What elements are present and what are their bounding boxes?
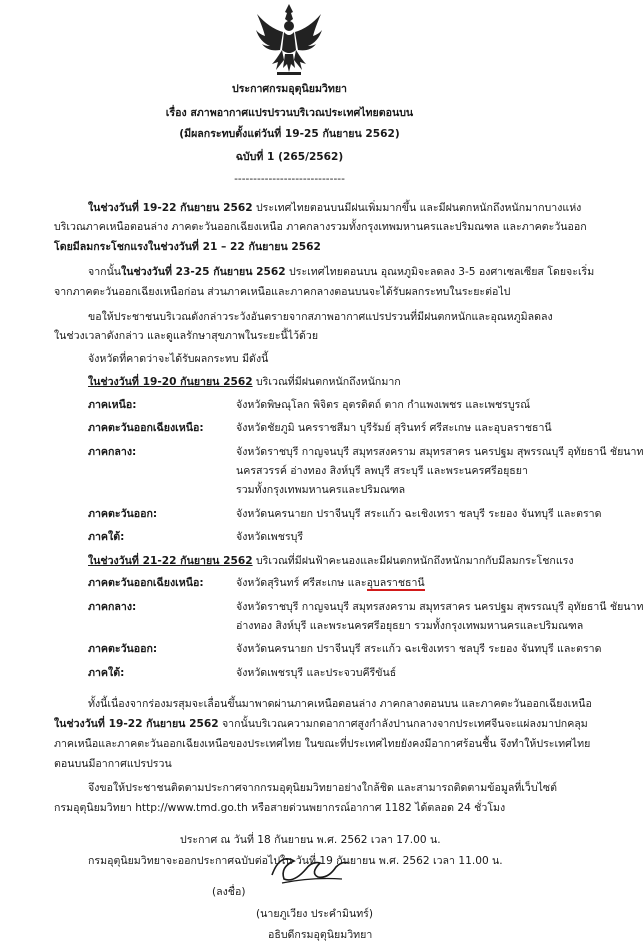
issue-number: ฉบับที่ 1 (265/2562) bbox=[235, 151, 344, 163]
closing-paragraph-1-line-3: ภาคเหนือและภาคตะวันออกเฉียงเหนือของประเทศไทย ในขณะที่ประเทศไทยยังคงมีอากาศร้อนชื้น จึงทำให้ประเทศไทย bbox=[54, 738, 591, 750]
closing-paragraph-1-line-4: ตอนบนมีอากาศแปรปรวน bbox=[54, 758, 172, 770]
region-provinces: นครสวรรค์ อ่างทอง สิงห์บุรี ลพบุรี สระบุรี และพระนครศรีอยุธยา bbox=[236, 465, 528, 477]
signatory-name: (นายภูเวียง ประคำมินทร์) bbox=[256, 908, 374, 920]
intro-paragraph-2: จากนั้นในช่วงวันที่ 23-25 กันยายน 2562 ประเทศไทยตอนบน อุณหภูมิจะลดลง 3-5 องศาเซลเซียส โดยจะเริ่ม bbox=[88, 266, 595, 278]
closing-paragraph-2-line-2: กรมอุตุนิยมวิทยา http://www.tmd.go.th หรือสายด่วนพยากรณ์อากาศ 1182 ได้ตลอด 24 ชั่วโมง bbox=[54, 802, 506, 814]
next-announcement: กรมอุตุนิยมวิทยาจะออกประกาศฉบับต่อไปใน วันที่ 19 กันยายน พ.ศ. 2562 เวลา 11.00 น. bbox=[88, 855, 503, 867]
region-label: ภาคตะวันออก: bbox=[88, 643, 158, 655]
announcement-date: ประกาศ ณ วันที่ 18 กันยายน พ.ศ. 2562 เวลา 17.00 น. bbox=[180, 834, 441, 846]
highlighted-province: อุบลราชธานี bbox=[366, 577, 425, 589]
region-provinces: จังหวัดเพชรบุรี และประจวบคีรีขันธ์ bbox=[236, 667, 397, 679]
region-label: ภาคตะวันออก: bbox=[88, 508, 158, 520]
region-provinces: อ่างทอง สิงห์บุรี และพระนครศรีอยุธยา รวมทั้งกรุงเทพมหานครและปริมณฑล bbox=[236, 620, 584, 632]
signatory-position: อธิบดีกรมอุตุนิยมวิทยา bbox=[268, 929, 373, 941]
region-label: ภาคกลาง: bbox=[88, 446, 137, 458]
intro-paragraph-1-line-3: โดยมีลมกระโชกแรงในช่วงวันที่ 21 – 22 กันยายน 2562 bbox=[54, 241, 321, 253]
region-provinces: จังหวัดนครนายก ปราจีนบุรี สระแก้ว ฉะเชิงเทรา ชลบุรี ระยอง จันทบุรี และตราด bbox=[236, 643, 602, 655]
signature-icon bbox=[262, 845, 354, 891]
separator: ----------------------------- bbox=[234, 173, 345, 185]
document-title: ประกาศกรมอุตุนิยมวิทยา bbox=[231, 83, 348, 95]
closing-paragraph-2: จึงขอให้ประชาชนติดตามประกาศจากกรมอุตุนิยมวิทยาอย่างใกล้ชิด และสามารถติดตามข้อมูลที่เว็บไซต์ bbox=[88, 782, 557, 794]
intro-paragraph-1: ในช่วงวันที่ 19-22 กันยายน 2562 ประเทศไทยตอนบนมีฝนเพิ่มมากขึ้น และมีฝนตกหนักถึงหนักมากบางแห่ง bbox=[88, 202, 582, 214]
region-label: ภาคใต้: bbox=[88, 667, 125, 679]
period-1-heading: ในช่วงวันที่ 19-20 กันยายน 2562 บริเวณที่มีฝนตกหนักถึงหนักมาก bbox=[88, 376, 401, 388]
region-provinces: จังหวัดชัยภูมิ นครราชสีมา บุรีรัมย์ สุรินทร์ ศรีสะเกษ และอุบลราชธานี bbox=[236, 422, 552, 434]
effective-period: (มีผลกระทบตั้งแต่วันที่ 19-25 กันยายน 2562) bbox=[179, 128, 400, 140]
intro-paragraph-3: ขอให้ประชาชนบริเวณดังกล่าวระวังอันตรายจากสภาพอากาศแปรปรวนที่มีฝนตกหนักและอุณหภูมิลดลง bbox=[88, 311, 553, 323]
region-provinces: รวมทั้งกรุงเทพมหานครและปริมณฑล bbox=[236, 484, 406, 496]
signed-label: (ลงชื่อ) bbox=[212, 886, 246, 898]
region-label: ภาคเหนือ: bbox=[88, 399, 137, 411]
region-provinces: จังหวัดเพชรบุรี bbox=[236, 531, 304, 543]
period-2-heading: ในช่วงวันที่ 21-22 กันยายน 2562 บริเวณที่มีฝนฟ้าคะนองและมีฝนตกหนักถึงหนักมากกับมีลมกระโชกแรง bbox=[88, 555, 574, 567]
closing-paragraph-1-line-2: ในช่วงวันที่ 19-22 กันยายน 2562 จากนั้นบริเวณความกดอากาศสูงกำลังปานกลางจากประเทศจีนจะแผ่ลงมาปกคลุม bbox=[54, 718, 588, 730]
document-subject: เรื่อง สภาพอากาศแปรปรวนบริเวณประเทศไทยตอนบน bbox=[165, 107, 414, 119]
region-label: ภาคตะวันออกเฉียงเหนือ: bbox=[88, 422, 204, 434]
closing-paragraph-1: ทั้งนี้เนื่องจากร่องมรสุมจะเลื่อนขึ้นมาพาดผ่านภาคเหนือตอนล่าง ภาคกลางตอนบน และภาคตะวันออกเฉียงเหนือ bbox=[88, 698, 592, 710]
region-provinces: จังหวัดราชบุรี กาญจนบุรี สมุทรสงคราม สมุทรสาคร นครปฐม สุพรรณบุรี อุทัยธานี ชัยนาท bbox=[236, 446, 643, 458]
garuda-emblem-icon bbox=[255, 2, 323, 78]
intro-paragraph-1-line-2: บริเวณภาคเหนือตอนล่าง ภาคตะวันออกเฉียงเหนือ ภาคกลางรวมทั้งกรุงเทพมหานครและปริมณฑล และภาคตะวันออก bbox=[54, 221, 587, 233]
region-label: ภาคใต้: bbox=[88, 531, 125, 543]
region-label: ภาคกลาง: bbox=[88, 601, 137, 613]
region-provinces: จังหวัดสุรินทร์ ศรีสะเกษ และอุบลราชธานี bbox=[236, 577, 425, 589]
intro-paragraph-3-line-2: ในช่วงเวลาดังกล่าว และดูแลรักษาสุขภาพในระยะนี้ไว้ด้วย bbox=[54, 330, 319, 342]
affected-provinces-intro: จังหวัดที่คาดว่าจะได้รับผลกระทบ มีดังนี้ bbox=[88, 353, 269, 365]
region-provinces: จังหวัดราชบุรี กาญจนบุรี สมุทรสงคราม สมุทรสาคร นครปฐม สุพรรณบุรี อุทัยธานี ชัยนาท bbox=[236, 601, 643, 613]
region-provinces: จังหวัดนครนายก ปราจีนบุรี สระแก้ว ฉะเชิงเทรา ชลบุรี ระยอง จันทบุรี และตราด bbox=[236, 508, 602, 520]
intro-paragraph-2-line-2: จากภาคตะวันออกเฉียงเหนือก่อน ส่วนภาคเหนือและภาคกลางตอนบนจะได้รับผลกระทบในระยะต่อไป bbox=[54, 286, 511, 298]
region-label: ภาคตะวันออกเฉียงเหนือ: bbox=[88, 577, 204, 589]
region-provinces: จังหวัดพิษณุโลก พิจิตร อุตรดิตถ์ ตาก กำแพงเพชร และเพชรบูรณ์ bbox=[236, 399, 531, 411]
